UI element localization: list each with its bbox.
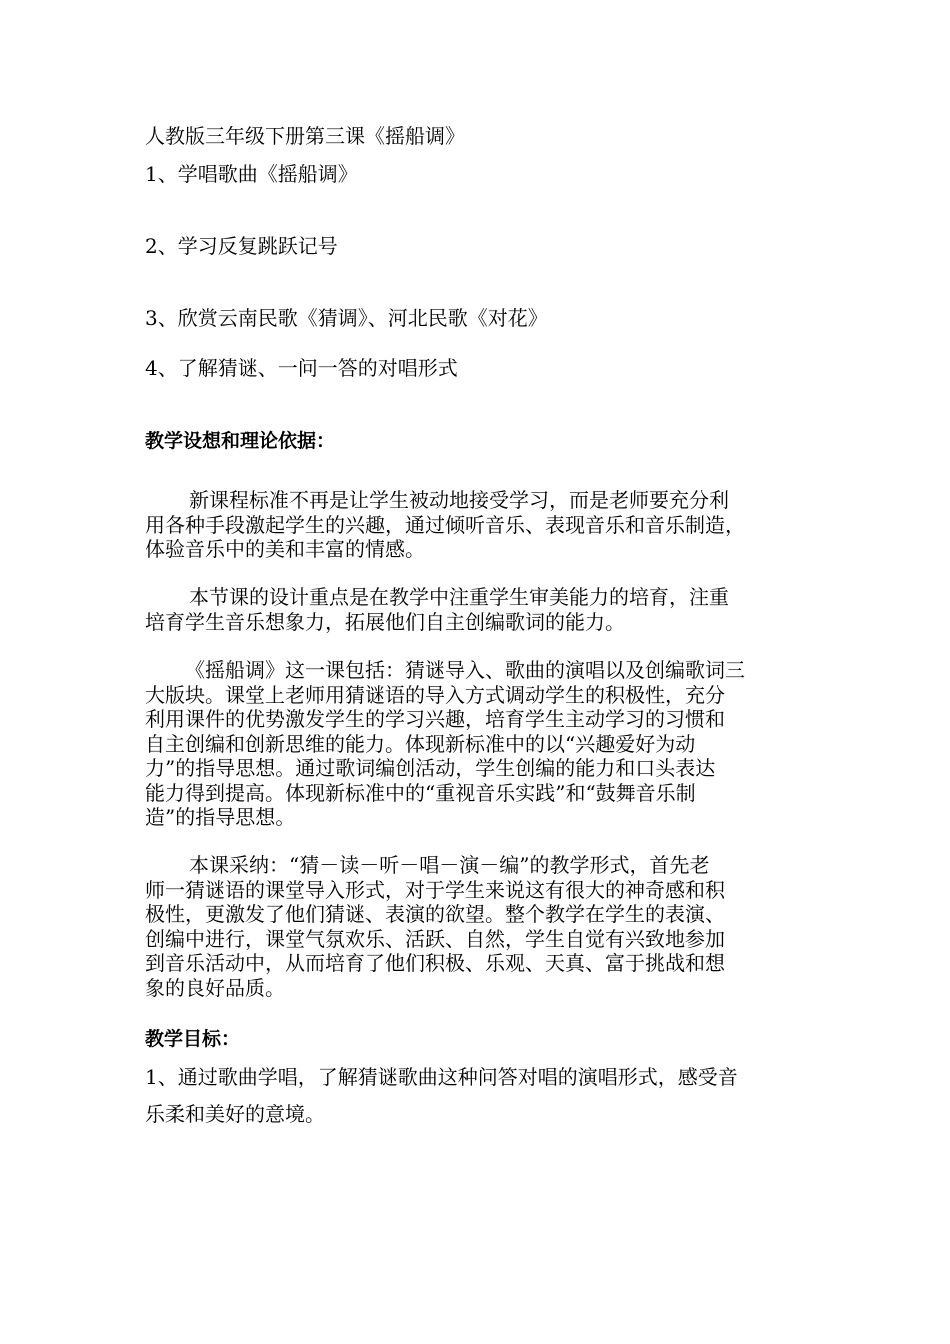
- paragraph-line: 培育学生音乐想象力，拓展他们自主创编歌词的能力。: [145, 609, 625, 634]
- paragraph-line: 象的良好品质。: [145, 975, 285, 1000]
- section-heading: 教学目标：: [145, 1028, 241, 1050]
- paragraph: [145, 585, 813, 634]
- list-item: 3、欣赏云南民歌《猜调》、河北民歌《对花》: [145, 306, 548, 330]
- paragraph: [145, 658, 813, 830]
- paragraph-line: 创编中进行，课堂气氛欢乐、活跃、自然，学生自觉有兴致地参加: [145, 926, 725, 951]
- goal-line: 1、通过歌曲学唱，了解猜谜歌曲这种问答对唱的演唱形式，感受音: [145, 1065, 738, 1089]
- paragraph-line: 用各种手段激起学生的兴趣，通过倾听音乐、表现音乐和音乐制造，: [145, 512, 745, 537]
- paragraph-line: 造”的指导思想。: [145, 805, 296, 829]
- paragraph: [145, 488, 813, 562]
- paragraph-line: 本节课的设计重点是在教学中注重学生审美能力的培育，注重: [189, 585, 729, 609]
- paragraph-line: 能力得到提高。体现新标准中的“重视音乐实践”和“鼓舞音乐制: [145, 780, 696, 805]
- paragraph-line: 利用课件的优势激发学生的学习兴趣，培育学生主动学习的习惯和: [145, 707, 725, 731]
- goal-line: 乐柔和美好的意境。: [145, 1102, 325, 1126]
- list-item: 1、学唱歌曲《摇船调》: [145, 162, 358, 186]
- paragraph-line: 师一猜谜语的课堂导入形式，对于学生来说这有很大的神奇感和积: [145, 877, 725, 902]
- paragraph-line: 自主创编和创新思维的能力。体现新标准中的以“兴趣爱好为动: [145, 731, 696, 756]
- list-item: 4、了解猜谜、一问一答的对唱形式: [145, 356, 458, 380]
- paragraph-line: 新课程标准不再是让学生被动地接受学习，而是老师要充分利: [189, 488, 729, 512]
- paragraph-line: 极性，更激发了他们猜谜、表演的欲望。整个教学在学生的表演、: [145, 902, 725, 926]
- paragraph-line: 本课采纳：“猜－读－听－唱－演－编”的教学形式，首先老: [189, 853, 710, 877]
- document-title: 人教版三年级下册第三课《摇船调》: [145, 124, 465, 148]
- paragraph-line: 大版块。课堂上老师用猜谜语的导入方式调动学生的积极性，充分: [145, 682, 725, 707]
- section-heading: 教学设想和理论依据：: [145, 430, 336, 452]
- paragraph-line: 体验音乐中的美和丰富的情感。: [145, 537, 425, 561]
- paragraph-line: 《摇船调》这一课包括：猜谜导入、歌曲的演唱以及创编歌词三: [185, 658, 745, 682]
- paragraph-line: 到音乐活动中，从而培育了他们积极、乐观、天真、富于挑战和想: [145, 951, 725, 975]
- paragraph: [145, 853, 813, 1000]
- list-item: 2、学习反复跳跃记号: [145, 234, 338, 258]
- paragraph-line: 力”的指导思想。通过歌词编创活动，学生创编的能力和口头表达: [145, 756, 716, 780]
